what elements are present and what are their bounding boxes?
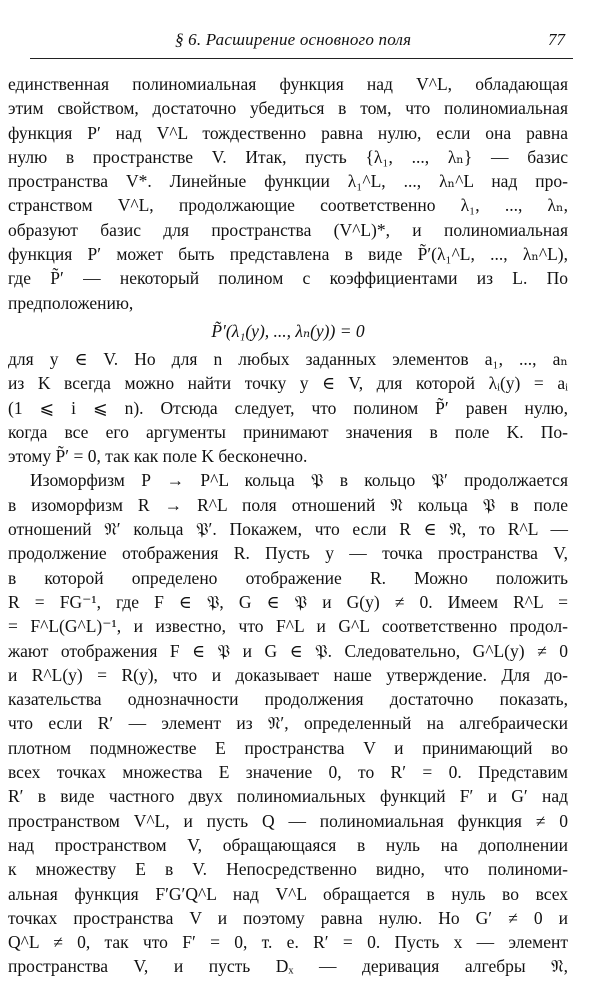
text-line: единственная полиномиальная функция над V^L, обладающая: [8, 74, 568, 94]
text-line: Изоморфизм P → P^L кольца 𝔓 в кольцо 𝔓′ продолжается: [30, 470, 568, 491]
text-line: что если R′ — элемент из 𝔑′, определенный на алгебраически: [8, 713, 568, 734]
text-line: предположению,: [8, 292, 134, 313]
text-line: пространством V^L, и пусть Q — полиномиальная функция ≠ 0: [8, 810, 568, 831]
text-line: = F^L(G^L)⁻¹, и известно, что F^L и G^L соответственно продол-: [8, 616, 568, 637]
display-formula: P̃′(λ₁(y), ..., λₙ(y)) = 0: [211, 320, 365, 341]
text-line: точках пространства V и поэтому равна нулю. Но G′ ≠ 0 и: [8, 907, 568, 928]
text-line: для y ∈ V. Но для n любых заданных элементов a₁, ..., aₙ: [8, 348, 568, 369]
text-line: альная функция F′G′Q^L над V^L обращается в нуль во всех: [8, 883, 568, 904]
text-line: из K всегда можно найти точку y ∈ V, для которой λᵢ(y) = aᵢ: [8, 373, 568, 394]
text-line: когда все его аргументы принимают значения в поле K. По-: [8, 421, 568, 442]
text-line: казательства однозначности продолжения достаточно показать,: [8, 689, 568, 710]
text-line: R = FG⁻¹, где F ∈ 𝔓, G ∈ 𝔓 и G(y) ≠ 0. Имеем R^L =: [8, 591, 568, 612]
text-line: функция P′ над V^L тождественно равна нулю, если она равна: [8, 122, 568, 143]
page-number: 77: [548, 30, 565, 49]
text-line: отношений 𝔑′ кольца 𝔓′. Покажем, что если R ∈ 𝔑, то R^L —: [8, 519, 568, 540]
text-line: (1 ⩽ i ⩽ n). Отсюда следует, что полином P̃′ равен нулю,: [8, 397, 568, 418]
text-line: продолжение отображения R. Пусть y — точка пространства V,: [8, 543, 568, 564]
text-line: всех точках множества E значение 0, то R′ = 0. Представим: [8, 762, 568, 783]
text-line: этим свойством, достаточно убедиться в том, что полиномиальная: [8, 98, 568, 119]
text-line: в изоморфизм R → R^L поля отношений 𝔑 кольца 𝔓 в поле: [8, 494, 568, 515]
text-line: где P̃′ — некоторый полином с коэффициентами из L. По: [8, 268, 568, 289]
text-line: образуют базис для пространства (V^L)*, и полиномиальная: [8, 219, 568, 240]
text-line: и R^L(y) = R(y), что и доказывает наше утверждение. Для до-: [8, 664, 568, 685]
text-line: пространства V, и пусть Dₓ — деривация алгебры 𝔑,: [8, 956, 568, 977]
text-line: нулю в пространстве V. Итак, пусть {λ₁, ..., λₙ} — базис: [8, 146, 568, 167]
text-line: к множеству E в V. Непосредственно видно, что полиноми-: [8, 859, 568, 880]
text-line: жают отображения F ∈ 𝔓 и G ∈ 𝔓. Следовательно, G^L(y) ≠ 0: [8, 640, 568, 661]
text-line: над пространством V, обращающаяся в нуль на дополнении: [8, 834, 568, 855]
header-rule: [30, 58, 573, 59]
body-text: [8, 72, 568, 979]
text-line: функция P′ может быть представлена в виде P̃′(λ₁^L, ..., λₙ^L),: [8, 244, 568, 265]
text-line: Q^L ≠ 0, так что F′ = 0, т. е. R′ = 0. Пусть x — элемент: [8, 932, 568, 953]
text-line: странством V^L, продолжающие соответственно λ₁, ..., λₙ,: [8, 195, 568, 216]
text-line: в которой определено отображение R. Можно положить: [8, 567, 568, 588]
text-line: плотном подмножестве E пространства V и принимающий во: [8, 737, 568, 758]
running-head: § 6. Расширение основного поля: [175, 30, 412, 49]
text-line: пространства V*. Линейные функции λ₁^L, ..., λₙ^L над про-: [8, 171, 568, 192]
text-line: этому P̃′ = 0, так как поле K бесконечно.: [8, 446, 308, 467]
text-line: R′ в виде частного двух полиномиальных функций F′ и G′ над: [8, 786, 568, 807]
